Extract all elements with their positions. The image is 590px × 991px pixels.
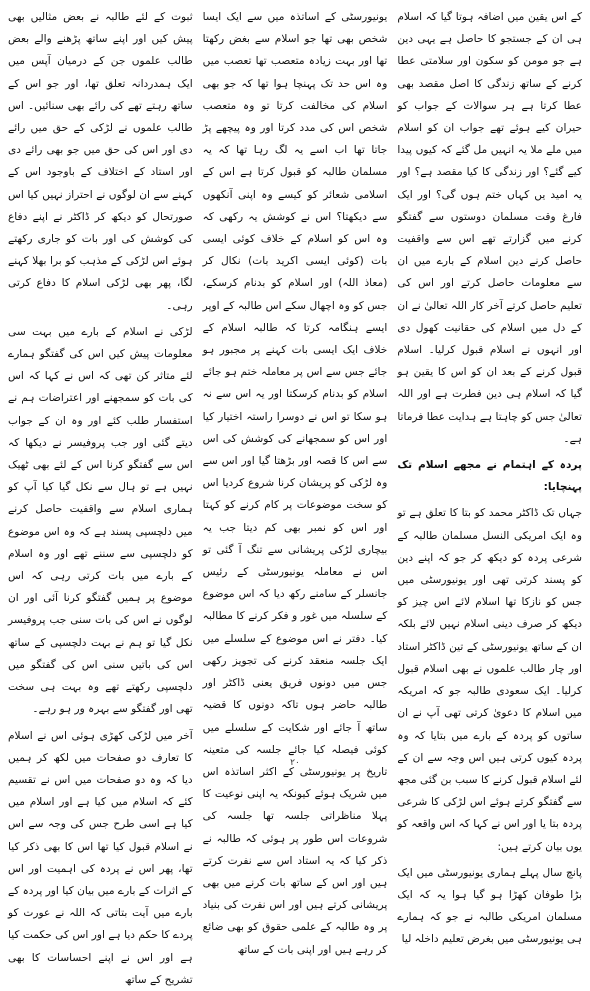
paragraph: یونیورسٹی کے اساتذہ میں سے ایک ایسا شخص بھی تھا جو اسلام سے بغض رکھتا تھا اور بہت زیادہ متعصب تھا تعصب میں وہ اس حد تک پہنچا ہوا تھا کہ جو بھی اسلام کی مخالفت کرتا تو وہ متعصب شخص اس کی مدد کرتا اور وہ پیچھے پڑ جاتا تھا اب اسے یہ لگ رہا تھا کہ یہ مسلمان طالبہ کو قبول کرتا ہے اس کے اسلامی شعائر کو کیسے وہ اپنی آنکھوں سے دیکھتا؟ اس نے کوشش یہ رکھی کہ وہ اس کو اسلام کے خلاف کوئی ایسی بات (کوئی ایسی اکرید بات) نکال کر (معاذ اللہ) اور اسلام کو بدنام کرسکے، جس کو وہ اچھال سکے اس طالبہ کے اوپر ایسے ہنگامہ کرتا کہ طالبہ اسلام کے خلاف ایک ایسی بات کہنے پر مجبور ہو جائے جس سے اس پر معاملہ ختم ہو جائے اسلام کو بدنام کرسکتا اور یہ اس سے نہ ہو سکا تو اس نے دوسرا راستہ اختیار کیا اور اس کو سمجھانے کی کوشش کی اس سے اس کا قصہ اور بڑھتا گیا اور اس سے وہ لڑکی کو پریشان کرنا شروع کردیا اس کو سخت موضوعات پر کام کرنے کو کہتا اور اس کو نمبر بھی کم دیتا جب یہ بیچاری لڑکی پریشانی سے تنگ آ گئی تو اس نے معاملہ یونیورسٹی کے رئیس جانسلر کے سامنے رکھ دیا کہ اس موضوع کے سلسلہ میں غور و فکر کرنے کا مطالبہ کیا۔ دفتر نے اس موضوع کے سلسلے میں ایک جلسہ منعقد کرنے کی تجویز رکھی جس میں دونوں فریق یعنی ڈاکٹر اور طالبہ حاضر ہوں تاکہ دونوں کا قضیہ ساتھ آ جائے اور شکایت کے سلسلے میں کوئی فیصلہ کیا جائے جلسہ کی متعینہ تاریخ پر یونیورسٹی کے اکثر اساتذہ اس میں شریک ہوئے کیونکہ یہ اپنی نوعیت کا پہلا مناظراتی جلسہ تھا جلسہ کی شروعات اس طور پر ہوئی کہ طالبہ نے ذکر کیا کہ یہ استاد اس سے نفرت کرتے ہیں اور اس کے ساتھ بات کرنے میں بھی پریشانی کرتے ہیں اور اس نفرت کی بنیاد پر وہ طالبہ کے علمی حقوق کو بھی ضائع کر رہے ہیں اور اپنی بات کے ساتھ [202,11,388,956]
paragraph: پانچ سال پہلے ہماری یونیورسٹی میں ایک بڑا طوفان کھڑا ہو گیا ہوا یہ کہ ایک مسلمان امریکی طالبہ نے جو کہ ہمارے ہی یونیورسٹی میں بغرض تعلیم داخلہ لیا [397,866,582,946]
text-column-right [397,6,582,946]
paragraph: کے اس یقین میں اضافہ ہوتا گیا کہ اسلام ہی ان کے جستجو کا حاصل ہے یہی دین ہے جو مومن کو سکون اور سلامتی عطا کرنے کے ساتھ زندگی کا اصل مقصد بھی عطا کرتا ہے ہر سوالات کے جواب کو حیران کیے ہوئے تھے جواب ان کو اسلام میں ملے ملا یہ انہیں مل گئے کہ کیوں پیدا کیے گئے؟ اور زندگی کا کیا مقصد ہے؟ اور یہ امید یں کہاں ختم ہوں گی؟ اور ایک فارغ وقت مسلمان دوستوں سے گفتگو کرنے میں گزارتے تھے اس سے واقفیت حاصل کرنے دین اسلام کے بارے میں ان سے معلومات حاصل کرتے اور اس کی تعلیم حاصل کرتے آخر کار اللہ تعالیٰ نے ان کے دل میں اسلام کی حقانیت کھول دی اور انہوں نے اسلام قبول کرلیا۔ اسلام قبول کرنے کے بعد ان کو اس کا یقین ہو گیا کہ اسلام ہی دین فطرت ہے اور اللہ تعالیٰ جس کو چاہتا ہے ہدایت عطا فرماتا ہے۔ [397,11,582,445]
text-column-left [7,6,193,986]
page-number: ۲۰ [290,758,300,768]
section-heading: پردہ کے اہتمام نے مجھے اسلام تک پہنچایا: [397,459,582,494]
paragraph: جہاں تک ڈاکٹر محمد کو بتا کا تعلق ہے تو وہ ایک امریکی النسل مسلمان طالبہ کے شرعی پردہ کو دیکھ کر جو کہ اپنے دین کو پسند کرتی تھی اور یونیورسٹی میں جس کو نازکا تھا اسلام لائے اس چیز کو دیکھ کر صرف دینی اسلام نہیں لائے بلکہ ان کے ساتھ یونیورسٹی کے تین ڈاکٹر استاد اور چار طالب علموں نے بھی اسلام قبول کرلیا۔ ایک سعودی طالبہ جو کہ امریکہ میں اسلام کا دعویٰ کرتی تھی آپ نے ان ساتوں کو پردہ کے بارے میں بتایا کہ وہ پردہ کیوں کرتی ہیں اس وجہ سے ان کے لئے اسلام قبول کرنے کا سبب بن گئی مجھ سے گفتگو کرتے ہوئے اس لڑکی کا شرعی پردہ بتا یا اور اس نے کہا کہ اس واقعہ کو یوں بیان کرتے ہیں: [397,507,582,853]
paragraph: لڑکی نے اسلام کے بارے میں بہت سی معلومات پیش کیں اس کی گفتگو ہمارے لئے متاثر کن تھی کہ اس نے کہا کہ اس کی بات کو سمجھنے اور اعتراضات ہم نے استفسار طلب کئے اور وہ ان کے جواب دیتے گئی اور جب پروفیسر نے دیکھا کہ اس سے گفتگو کرنا اس کے لئے بھی ٹھیک نہیں ہے تو ہال سے نکل گیا کیا آپ کو ہماری اسلام سے واقفیت حاصل کرنے میں دلچسپی پسند ہے کہ وہ اس موضوع کو دلچسپی سے سننے تھے اور وہ اسلام کے بارے میں بات کرتی رہی کہ اس موضوع پر ہمیں گفتگو کرنا آئی اور ان لوگوں نے اس کی بات سنی جب پروفیسر نکل گیا تو ہم نے بہت دلچسپی کے ساتھ اس کی باتیں سنی اس کی گفتگو میں دلچسپی رکھتے تھے وہ بہت ہی سخت تھی اور گفتگو سے بہرہ ور ہو رہے۔ [7,325,193,716]
paragraph: آخر میں لڑکی کھڑی ہوئی اس نے اسلام کا تعارف دو صفحات میں لکھ کر ہمیں دیا کہ وہ دو صفحات میں اس نے تقسیم کئے کہ اسلام میں کیا ہے اور اسلام میں کیا ہے اسی طرح جس کی وجہ سے اس نے اسلام قبول کیا تھا اس کا بھی ذکر کیا تھا، پھر اس نے پردہ کی اہمیت اور اس کے اثرات کے بارے میں بیان کیا اور پردہ کے بارے میں آیت بتاتی کہ اللہ نے عورت کو پردے کا حکم دیا ہے اور اس کی حکمت کیا ہے اور اس نے اپنے احساسات کا بھی تشریح کے ساتھ [7,729,193,986]
paragraph: ثبوت کے لئے طالبہ نے بعض مثالیں بھی پیش کیں اور اپنے ساتھ پڑھنے والے بعض طالب علموں جن کے درمیان آپس میں ایک ہمدردانہ تعلق تھا، اور جو اس کے ساتھ رہتے تھے کی رائے بھی سنائیں۔ اس طالب علموں نے لڑکی کے حق میں رائے دی اور اس کی حق میں جو بھی رائے دی اور استاد کے اختلاف کے باوجود اس کے کہنے سے ان لوگوں نے احتراز نہیں کیا اس صورتحال کو دیکھ کر ڈاکٹر نے اپنے دفاع کی کوشش کی اور بات کو جاری رکھتے ہوئے اس لڑکی کے مذہب کو برا بھلا کہنے لگا، پھر بھی لڑکی اسلام کا دفاع کرتی رہی۔ [7,11,193,312]
